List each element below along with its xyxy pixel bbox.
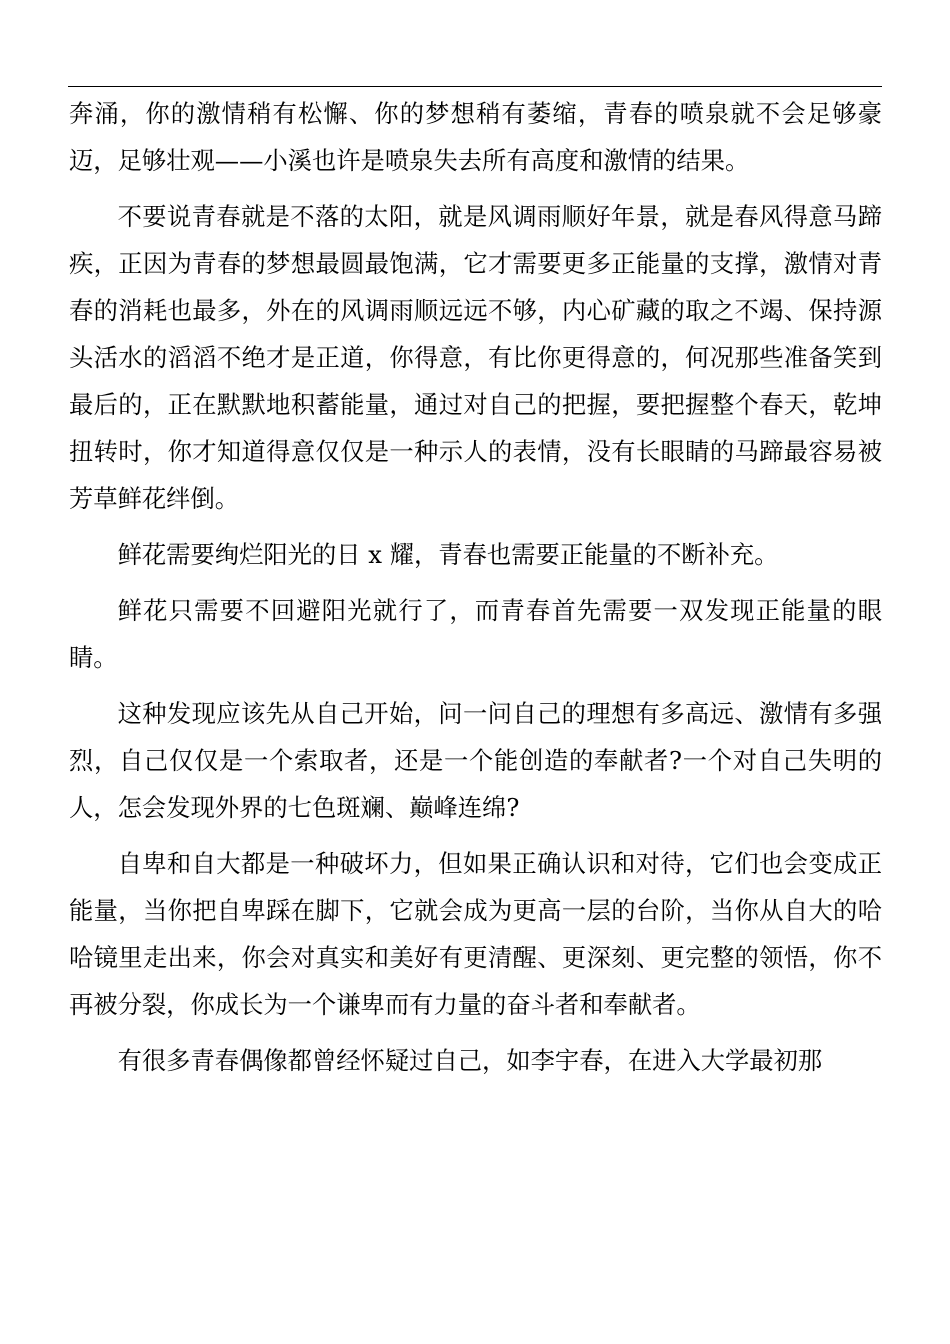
paragraph-7: 有很多青春偶像都曾经怀疑过自己，如李宇春，在进入大学最初那	[117, 1046, 823, 1075]
paragraph-1: 奔涌，你的激情稍有松懈、你的梦想稍有萎缩，青春的喷泉就不会足够豪迈，足够壮观——小溪也许是喷泉失去所有高度和激情的结果。	[69, 99, 882, 175]
header-rule	[68, 86, 882, 87]
paragraph-6: 自卑和自大都是一种破坏力，但如果正确认识和对待，它们也会变成正能量，当你把自卑踩在脚下，它就会成为更高一层的台阶，当你从自大的哈哈镜里走出来，你会对真实和美好有更清醒、更深刻、更完整的领悟，你不再被分裂，你成长为一个谦卑而有力量的奋斗者和奉献者。	[69, 849, 882, 1019]
paragraph-2: 不要说青春就是不落的太阳，就是风调雨顺好年景，就是春风得意马蹄疾，正因为青春的梦想最圆最饱满，它才需要更多正能量的支撑，激情对青春的消耗也最多，外在的风调雨顺远远不够，内心矿藏的取之不竭、保持源头活水的滔滔不绝才是正道，你得意，有比你更得意的，何况那些准备笑到最后的，正在默默地积蓄能量，通过对自己的把握，要把握整个春天，乾坤扭转时，你才知道得意仅仅是一种示人的表情，没有长眼睛的马蹄最容易被芳草鲜花绊倒。	[69, 202, 882, 513]
document-body	[69, 90, 882, 1093]
paragraph-4: 鲜花只需要不回避阳光就行了，而青春首先需要一双发现正能量的眼睛。	[69, 596, 882, 672]
paragraph-3: 鲜花需要绚烂阳光的日 x 耀，青春也需要正能量的不断补充。	[117, 540, 779, 569]
paragraph-5: 这种发现应该先从自己开始，问一问自己的理想有多高远、激情有多强烈，自己仅仅是一个索取者，还是一个能创造的奉献者?一个对自己失明的人，怎会发现外界的七色斑斓、巅峰连绵?	[69, 699, 882, 822]
